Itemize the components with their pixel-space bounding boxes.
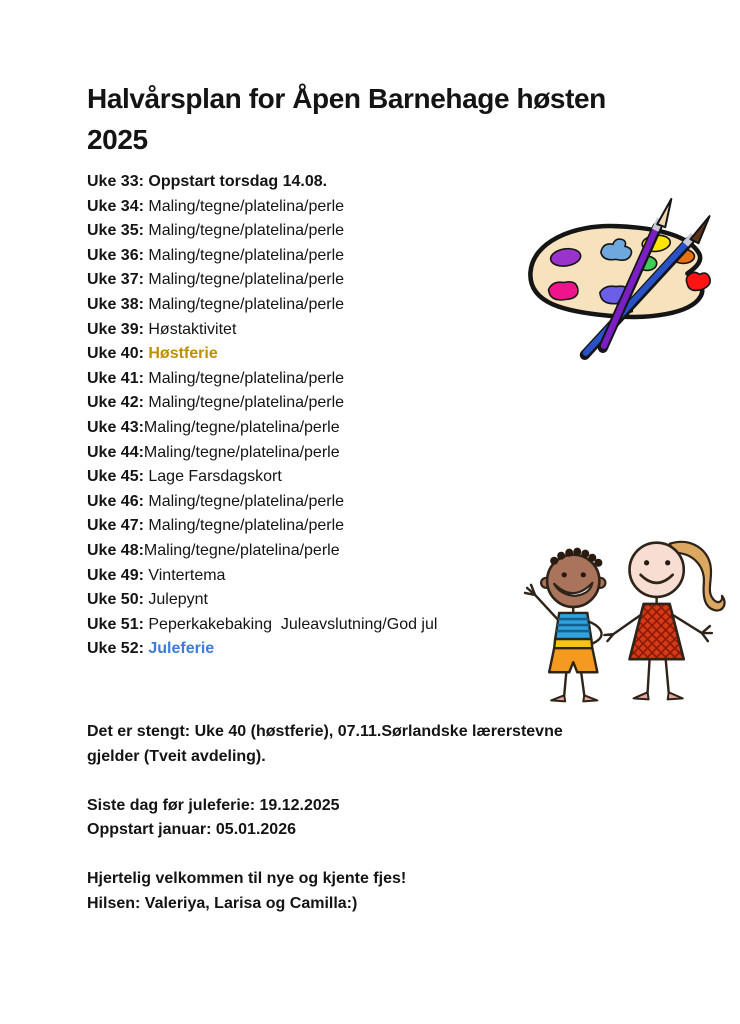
- week-row: [87, 170, 557, 195]
- week-activity: Høstferie: [143, 345, 218, 363]
- week-row: [87, 490, 557, 515]
- title-line-2: 2025: [87, 124, 148, 155]
- week-row: [87, 514, 557, 539]
- week-activity: Maling/tegne/platelina/perle: [143, 394, 345, 412]
- week-row: [87, 564, 557, 589]
- dates-note: [87, 794, 667, 844]
- closed-note-line-1: Det er stengt: Uke 40 (høstferie), 07.11.Sørlandske lærerstevne: [87, 723, 563, 740]
- week-activity: Maling/tegne/platelina/perle: [143, 517, 345, 535]
- week-label: Uke 43:: [87, 418, 144, 436]
- week-row: [87, 391, 557, 416]
- week-row: [87, 465, 557, 490]
- notes-section: [87, 720, 667, 941]
- week-activity: Maling/tegne/platelina/perle: [143, 197, 345, 215]
- week-label: Uke 35:: [87, 222, 144, 240]
- week-row: [87, 539, 557, 564]
- week-label: Uke 49:: [87, 566, 144, 584]
- week-activity: Høstaktivitet: [143, 320, 237, 338]
- week-row: [87, 367, 557, 392]
- week-label: Uke 44:: [87, 443, 144, 461]
- girl-figure: [630, 542, 725, 659]
- shoes: [551, 692, 683, 701]
- week-activity: Juleferie: [143, 640, 215, 658]
- january-start-line: Oppstart januar: 05.01.2026: [87, 821, 296, 839]
- week-row: [87, 293, 557, 318]
- week-row: [87, 441, 557, 466]
- week-label: Uke 45:: [87, 468, 144, 486]
- week-label: Uke 42:: [87, 394, 144, 412]
- title-line-1: Halvårsplan for Åpen Barnehage høsten: [87, 83, 606, 114]
- week-label: Uke 46:: [87, 492, 144, 510]
- signature-line: Hilsen: Valeriya, Larisa og Camilla:): [87, 894, 358, 912]
- week-label: Uke 47:: [87, 517, 144, 535]
- week-row: [87, 318, 557, 343]
- week-row: [87, 195, 557, 220]
- week-row: [87, 613, 557, 638]
- week-label: Uke 39:: [87, 320, 144, 338]
- week-list: [87, 170, 557, 662]
- stick-limbs: [525, 585, 712, 696]
- paint-palette-illustration: [518, 196, 725, 362]
- page-title: [87, 78, 667, 160]
- week-row: [87, 588, 557, 613]
- week-activity: Maling/tegne/platelina/perle: [143, 541, 340, 559]
- week-label: Uke 38:: [87, 295, 144, 313]
- week-activity: Maling/tegne/platelina/perle: [143, 295, 345, 313]
- week-activity: Peperkakebaking Juleavslutning/God jul: [143, 615, 438, 633]
- week-label: Uke 36:: [87, 246, 144, 264]
- week-row: [87, 268, 557, 293]
- welcome-line: Hjertelig velkommen til nye og kjente fjes!: [87, 870, 407, 888]
- week-activity: Vintertema: [143, 566, 226, 584]
- week-label: Uke 51:: [87, 615, 144, 633]
- week-activity: Maling/tegne/platelina/perle: [143, 418, 340, 436]
- week-activity: Julepynt: [143, 591, 208, 609]
- closed-note: [87, 720, 667, 770]
- closed-note-line-2: gjelder (Tveit avdeling).: [87, 747, 266, 765]
- week-label: Uke 41:: [87, 369, 144, 387]
- week-label: Uke 50:: [87, 591, 144, 609]
- children-illustration: [521, 530, 735, 705]
- week-label: Uke 40:: [87, 345, 144, 363]
- greeting-note: [87, 867, 667, 917]
- week-activity: Maling/tegne/platelina/perle: [143, 492, 345, 510]
- week-activity: Lage Farsdagskort: [143, 468, 282, 486]
- week-row: [87, 219, 557, 244]
- week-label: Uke 48:: [87, 541, 144, 559]
- week-activity: Maling/tegne/platelina/perle: [143, 271, 345, 289]
- last-day-line: Siste dag før juleferie: 19.12.2025: [87, 796, 340, 814]
- week-label: Uke 37:: [87, 271, 144, 289]
- week-activity: Maling/tegne/platelina/perle: [143, 246, 345, 264]
- week-activity: Oppstart torsdag 14.08.: [143, 173, 328, 190]
- week-activity: Maling/tegne/platelina/perle: [143, 369, 345, 387]
- week-row: [87, 416, 557, 441]
- week-label: Uke 34:: [87, 197, 144, 215]
- week-row: [87, 342, 557, 367]
- week-row: [87, 244, 557, 269]
- week-label: Uke 33:: [87, 173, 144, 190]
- week-activity: Maling/tegne/platelina/perle: [143, 443, 340, 461]
- week-row: [87, 637, 557, 662]
- week-activity: Maling/tegne/platelina/perle: [143, 222, 345, 240]
- week-label: Uke 52:: [87, 640, 144, 658]
